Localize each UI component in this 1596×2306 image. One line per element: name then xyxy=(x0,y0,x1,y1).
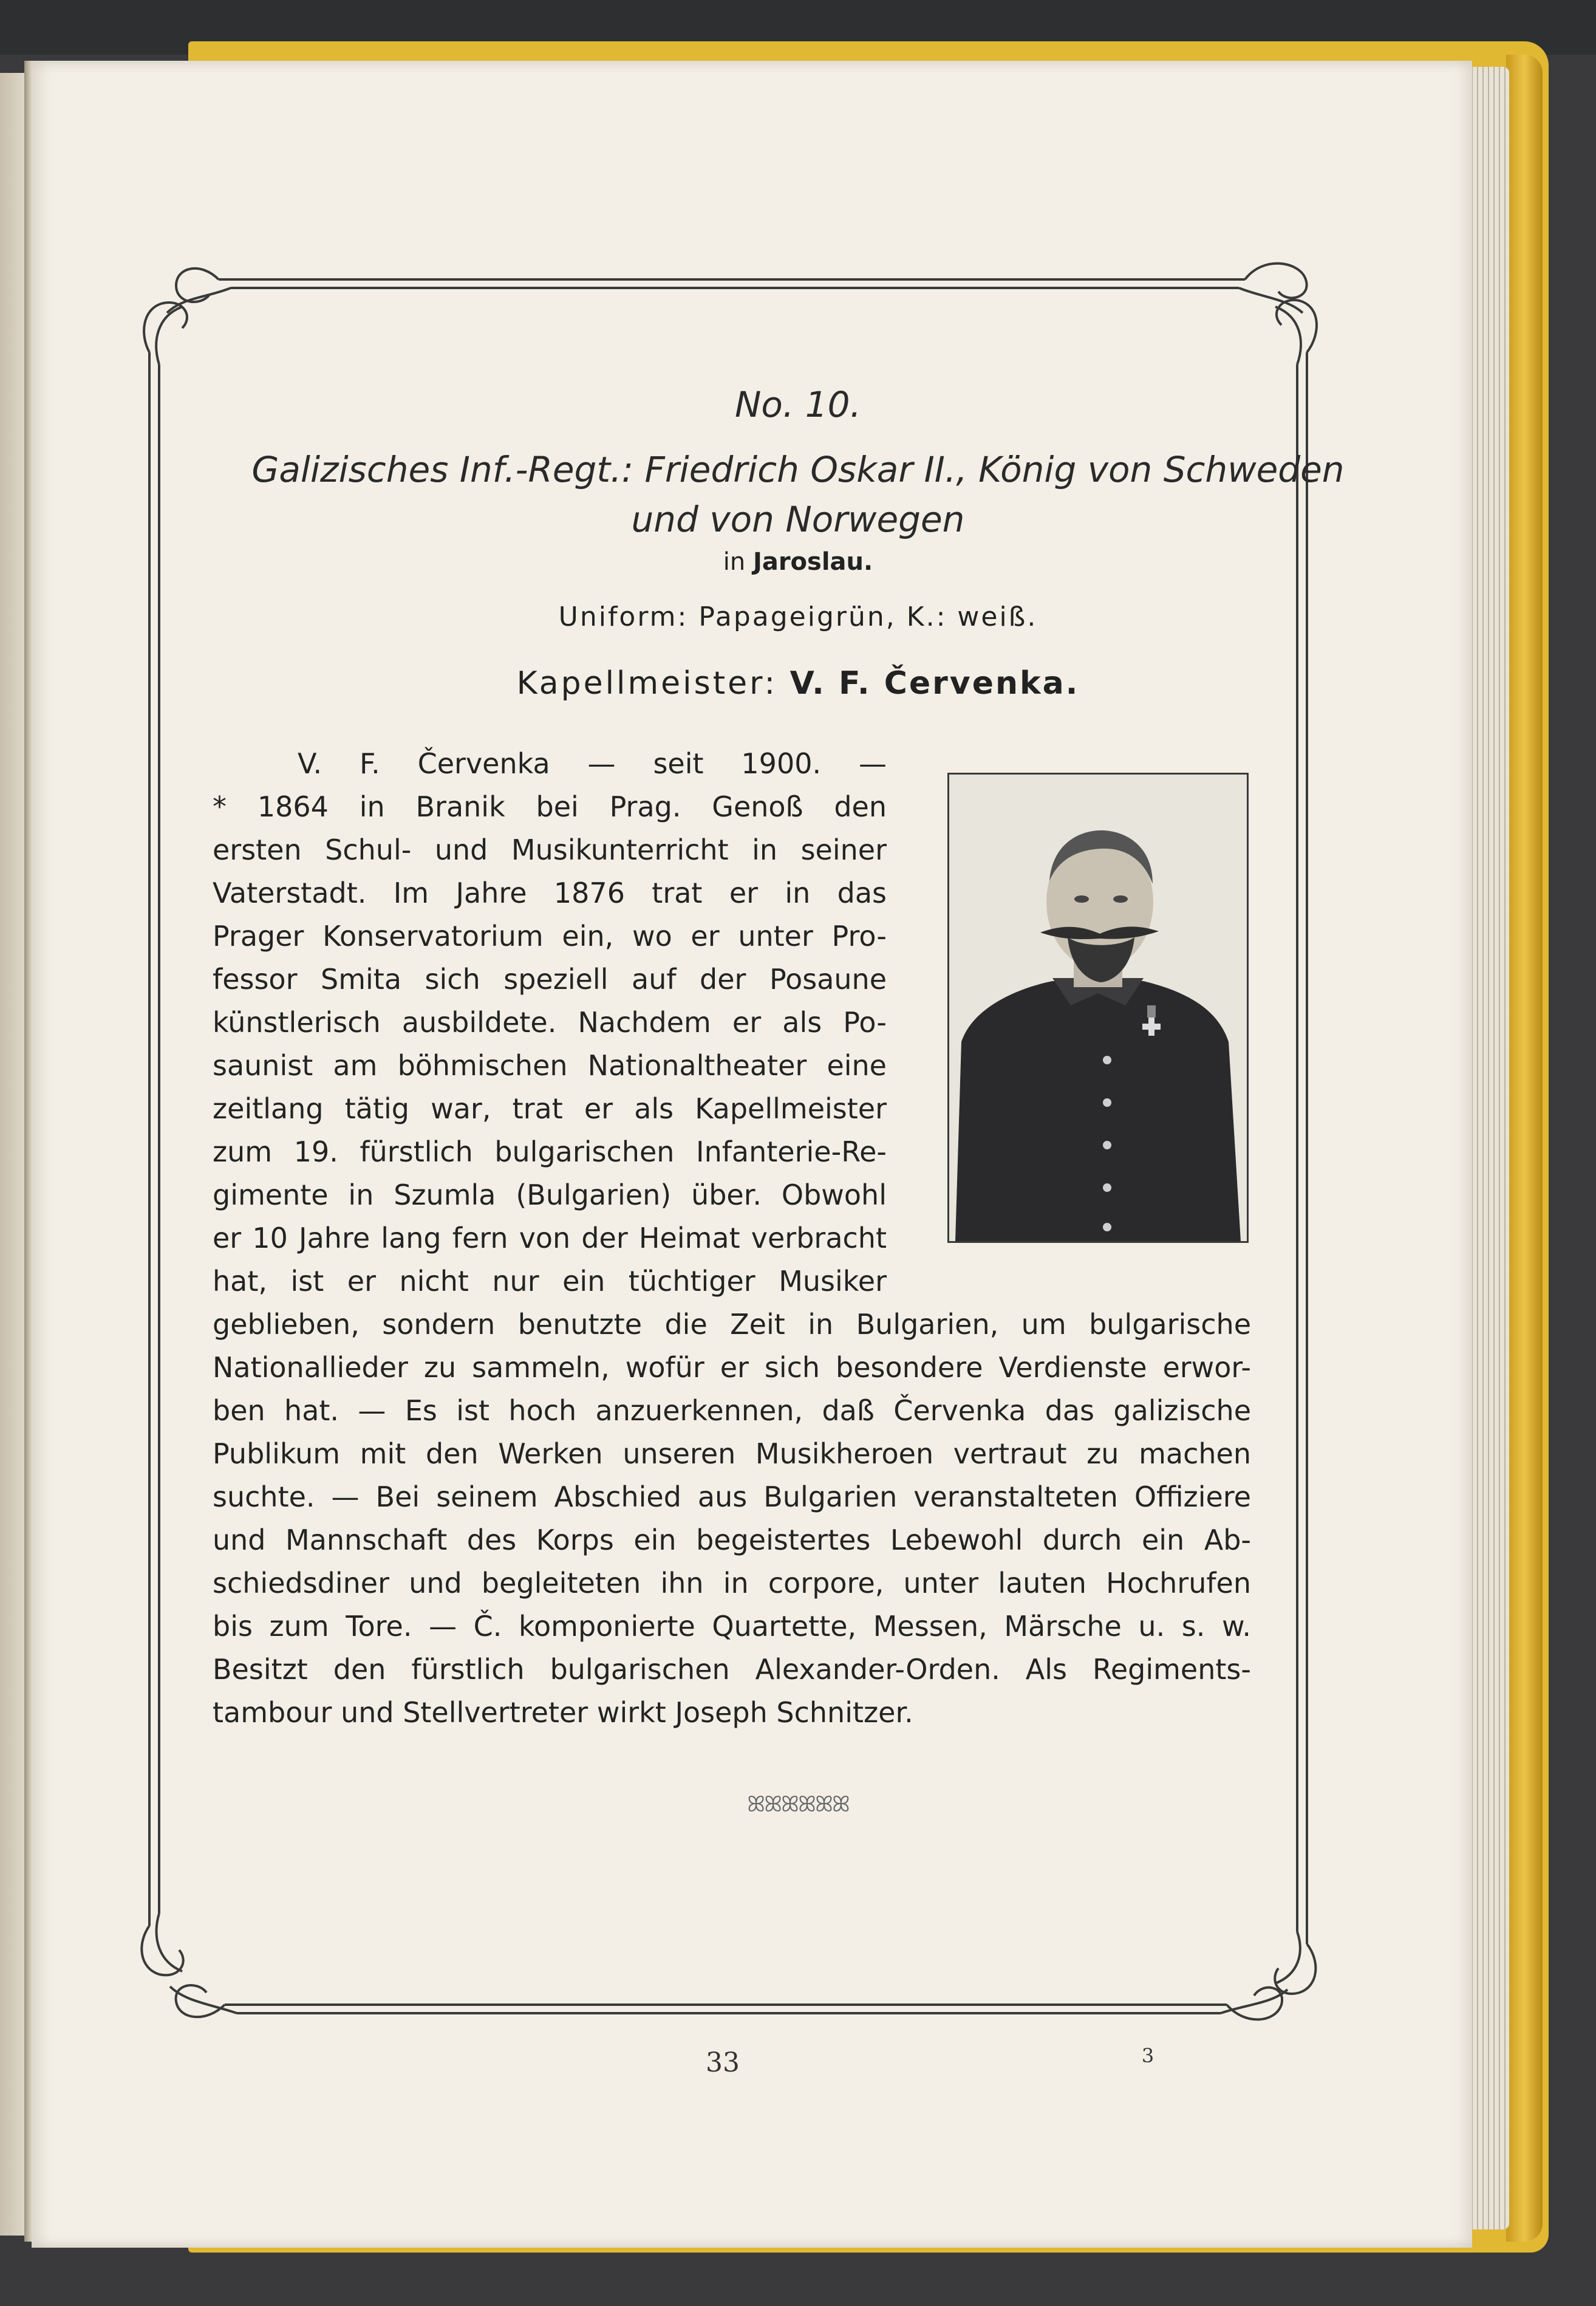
body-line-20: schiedsdiner und begleiteten ihn in corpore, unter lauten Hochrufen xyxy=(213,1567,1251,1599)
location-prefix: in xyxy=(723,548,746,576)
body-line-5: Prager Konservatorium ein, wo er unter Pro- xyxy=(213,920,887,953)
body-line-21: bis zum Tore. — Č. komponierte Quartette, Messen, Märsche u. s. w. xyxy=(213,1610,1251,1643)
regiment-number: No. 10. xyxy=(735,384,861,425)
body-line-3: ersten Schul- und Musikunterricht in seiner xyxy=(213,833,887,866)
body-line-1: V. F. Červenka — seit 1900. — xyxy=(298,747,887,780)
body-line-2: * 1864 in Branik bei Prag. Genoß den xyxy=(213,790,887,823)
signature-mark: 3 xyxy=(1141,2044,1154,2067)
regiment-title xyxy=(182,445,1414,544)
body-line-6: fessor Smita sich speziell auf der Posaune xyxy=(213,963,887,996)
kapellmeister-line xyxy=(0,665,1596,702)
body-line-19: und Mannschaft des Korps ein begeistertes Lebewohl durch ein Ab- xyxy=(213,1524,1251,1556)
body-line-8: saunist am böhmischen Nationaltheater eine xyxy=(213,1049,887,1082)
body-line-12: er 10 Jahre lang fern von der Heimat verbracht xyxy=(213,1222,887,1254)
body-line-10: zum 19. fürstlich bulgarischen Infanterie-Re- xyxy=(213,1135,887,1168)
body-line-16: ben hat. — Es ist hoch anzuerkennen, daß Červenka das galizische xyxy=(213,1394,1251,1427)
body-line-13: hat, ist er nicht nur ein tüchtiger Musiker xyxy=(213,1265,887,1298)
body-line-17: Publikum mit den Werken unseren Musikheroen vertraut zu machen xyxy=(213,1437,1251,1470)
biography-text xyxy=(213,742,1251,1734)
kapellmeister-name: V. F. Červenka. xyxy=(789,665,1080,702)
ornament-divider: ꕤꕤꕤꕤꕤꕤ xyxy=(747,1792,849,1817)
kapellmeister-label: Kapellmeister: xyxy=(516,665,778,702)
body-line-14: geblieben, sondern benutzte die Zeit in Bulgarien, um bulgarische xyxy=(213,1308,1251,1341)
uniform-info: Uniform: Papageigrün, K.: weiß. xyxy=(558,601,1038,632)
body-line-18: suchte. — Bei seinem Abschied aus Bulgarien veranstalteten Offiziere xyxy=(213,1480,1251,1513)
body-line-23: tambour und Stellvertreter wirkt Joseph Schnitzer. xyxy=(213,1696,913,1729)
location-city: Jaroslau. xyxy=(752,548,873,576)
body-line-4: Vaterstadt. Im Jahre 1876 trat er in das xyxy=(213,877,887,909)
regiment-title-line-1: Galizisches Inf.-Regt.: Friedrich Oskar II., König von Schweden xyxy=(251,449,1345,490)
body-line-15: Nationallieder zu sammeln, wofür er sich besondere Verdienste erwor- xyxy=(213,1351,1251,1384)
body-line-9: zeitlang tätig war, trat er als Kapellmeister xyxy=(213,1092,887,1125)
body-line-11: gimente in Szumla (Bulgarien) über. Obwohl xyxy=(213,1179,887,1211)
body-line-7: künstlerisch ausbildete. Nachdem er als Po- xyxy=(213,1006,887,1039)
page-number: 33 xyxy=(706,2047,740,2078)
garrison-location xyxy=(0,548,1596,576)
regiment-title-line-2: und von Norwegen xyxy=(631,499,965,540)
body-line-22: Besitzt den fürstlich bulgarischen Alexander-Orden. Als Regiments- xyxy=(213,1653,1251,1686)
